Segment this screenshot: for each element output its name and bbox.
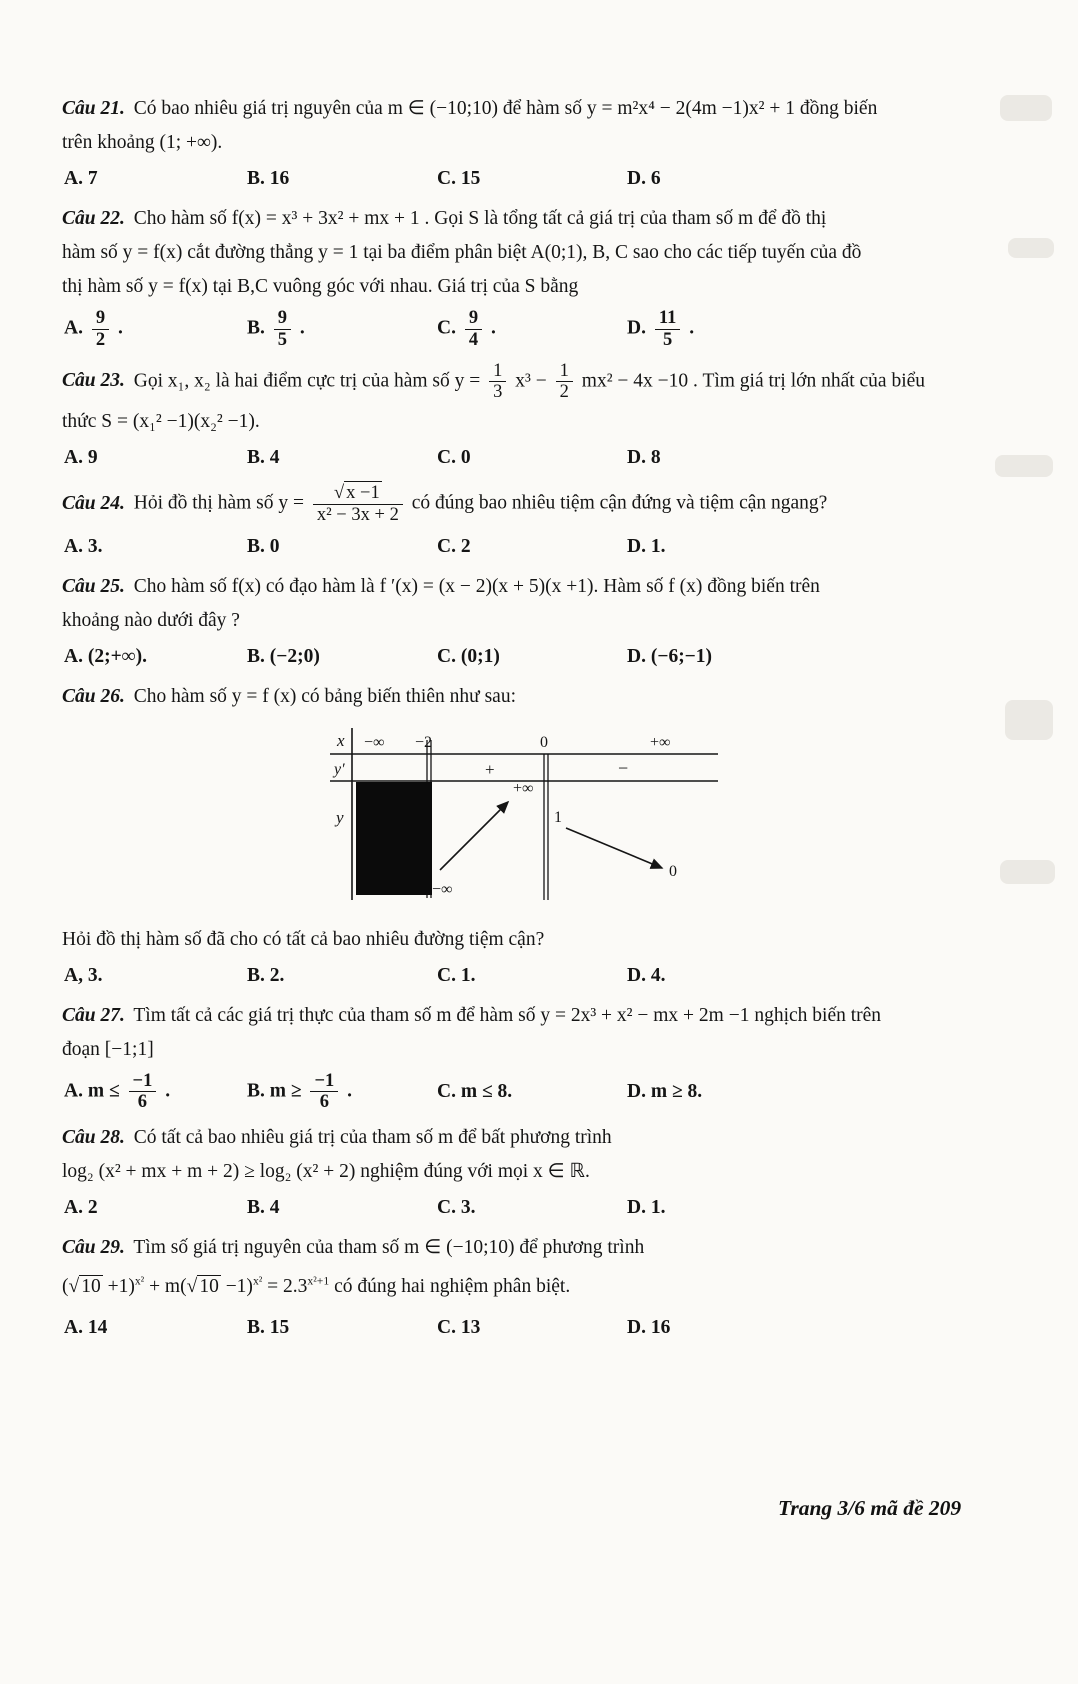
option-a: A. 9	[64, 447, 98, 468]
option-c: C. 13	[437, 1317, 481, 1338]
option-letter: C.	[437, 317, 456, 339]
question-text: mx² − 4x −10 . Tìm giá trị lớn nhất của biểu	[581, 370, 926, 392]
option-a: A. (2;+∞).	[64, 645, 147, 667]
question-21-line1	[62, 92, 1008, 126]
question-22-line1	[62, 202, 1008, 236]
question-label: Câu 21.	[62, 98, 125, 119]
option-c: C. m ≤ 8.	[437, 1080, 513, 1102]
option-b: B. 16	[247, 168, 290, 189]
y-neg-infinity: −∞	[432, 880, 453, 898]
page-footer: Trang 3/6 mã đề 209	[778, 1496, 962, 1520]
scan-artifact	[1000, 860, 1055, 884]
option-a: A. 3.	[64, 535, 103, 557]
scan-artifact	[1000, 95, 1052, 121]
question-text: Tìm tất cả các giá trị thực của tham số m để hàm số y = 2x³ + x² − mx + 2m −1 nghịch biến trên	[133, 1004, 882, 1026]
radicand: x −1	[346, 482, 380, 503]
option-b: B. 15	[247, 1317, 290, 1338]
question-text: Tìm số giá trị nguyên của tham số m ∈ (−10;10) để phương trình	[133, 1237, 645, 1258]
question-29	[62, 1231, 1008, 1345]
option-c: C. 1.	[437, 964, 476, 986]
question-23-line1	[62, 359, 1008, 406]
options-row	[64, 959, 1008, 993]
option-d: D. 8	[627, 447, 661, 468]
fraction: $\frac{-1}{6}$	[129, 1071, 157, 1114]
question-25	[62, 570, 1008, 674]
sign-plus: +	[485, 759, 495, 779]
options-row	[64, 1069, 1008, 1116]
option-suffix: .	[299, 317, 305, 339]
question-27-line1	[62, 999, 1008, 1033]
option-a: A. 2	[64, 1197, 98, 1218]
option-b: B. 2.	[247, 964, 285, 986]
option-a: A, 3.	[64, 964, 103, 986]
table-y-label: y	[336, 807, 344, 827]
option-a	[64, 1069, 247, 1116]
formula-text: = 2.3	[262, 1276, 308, 1297]
x-zero: 0	[540, 733, 548, 751]
option-c: C. 0	[437, 447, 471, 468]
option-suffix: .	[347, 1080, 353, 1102]
option-letter: D.	[627, 317, 646, 339]
scan-artifact	[995, 455, 1053, 477]
option-d: D. (−6;−1)	[627, 645, 713, 667]
option-c: C. (0;1)	[437, 645, 500, 667]
variation-table	[330, 728, 1008, 913]
question-label: Câu 27.	[62, 1004, 125, 1026]
question-label: Câu 26.	[62, 685, 125, 707]
option-b: B. 4	[247, 447, 280, 468]
option-b: B. (−2;0)	[247, 645, 320, 667]
option-a	[64, 306, 247, 353]
y-pos-infinity: +∞	[513, 779, 534, 797]
fraction-denominator: x² − 3x + 2	[316, 503, 399, 525]
fraction: $\frac{1}{2}$	[556, 361, 573, 404]
question-23-line2: thức S = (x₁² −1)(x₂² −1).	[62, 411, 260, 432]
option-b	[247, 306, 437, 353]
question-22-line2: hàm số y = f(x) cắt đường thẳng y = 1 tại ba điểm phân biệt A(0;1), B, C sao cho các tiếp tuyến của đồ	[62, 242, 862, 263]
exponent: x²	[134, 1274, 145, 1288]
option-letter: A.	[64, 317, 83, 339]
option-b: B. 4	[247, 1197, 280, 1218]
exponent: x²+1	[307, 1274, 330, 1288]
fraction: $\frac{1}{3}$	[489, 361, 506, 404]
question-27	[62, 999, 1008, 1116]
question-label: Câu 22.	[62, 208, 125, 229]
radicand: 10	[81, 1276, 101, 1297]
option-b	[247, 1069, 437, 1116]
radical-sign: √	[333, 482, 345, 503]
question-label: Câu 25.	[62, 575, 125, 597]
increasing-arrow	[440, 802, 508, 870]
question-22-line3: thị hàm số y = f(x) tại B,C vuông góc với nhau. Giá trị của S bằng	[62, 276, 579, 297]
option-c: C. 15	[437, 168, 481, 189]
question-text: Cho hàm số f(x) = x³ + 3x² + mx + 1 . Gọi S là tổng tất cả giá trị của tham số m để đồ thị	[133, 208, 827, 229]
option-letter: B.	[247, 317, 265, 339]
ink-blot-artifact	[356, 782, 432, 895]
question-29-line1	[62, 1231, 1008, 1265]
options-row	[64, 1311, 1008, 1345]
sign-minus: −	[618, 757, 629, 778]
option-letter: B. m ≥	[247, 1080, 302, 1102]
question-26-line1	[62, 680, 1008, 714]
question-28-line1	[62, 1121, 1008, 1155]
option-b: B. 0	[247, 535, 280, 557]
question-text: Có bao nhiêu giá trị nguyên của m ∈ (−10;10) để hàm số y = m²x⁴ − 2(4m −1)x² + 1 đồng biến	[133, 98, 878, 119]
option-suffix: .	[165, 1080, 171, 1102]
fraction	[313, 483, 403, 526]
x-pos-infinity: +∞	[650, 733, 671, 751]
option-c	[437, 306, 627, 353]
question-label: Câu 29.	[62, 1237, 125, 1258]
option-d: D. 4.	[627, 964, 666, 986]
table-yprime-label: y′	[334, 760, 345, 778]
option-d: D. 6	[627, 168, 661, 189]
question-27-line2: đoạn [−1;1]	[62, 1038, 154, 1060]
table-x-label: x	[337, 730, 345, 750]
formula-text: (√	[62, 1276, 80, 1297]
y-zero: 0	[669, 862, 677, 880]
options-row	[64, 640, 1008, 674]
option-a: A. 7	[64, 168, 98, 189]
option-a: A. 14	[64, 1317, 108, 1338]
x-neg-infinity: −∞	[364, 733, 385, 751]
question-label: Câu 24.	[62, 492, 125, 514]
options-row	[64, 306, 1008, 353]
question-text: Cho hàm số y = f (x) có bảng biến thiên như sau:	[133, 685, 516, 707]
option-d: D. 1.	[627, 1197, 666, 1218]
question-24	[62, 481, 1008, 564]
question-24-line1	[62, 481, 1008, 528]
decreasing-arrow	[566, 828, 662, 868]
y-one: 1	[554, 808, 562, 826]
question-25-line1	[62, 570, 1008, 604]
variation-table-graphic	[330, 728, 720, 908]
option-suffix: .	[490, 317, 496, 339]
question-21	[62, 92, 1008, 196]
option-suffix: .	[117, 317, 123, 339]
formula-text: có đúng hai nghiệm phân biệt.	[329, 1276, 571, 1297]
option-d: D. m ≥ 8.	[627, 1080, 703, 1102]
option-d	[627, 306, 1008, 353]
question-26-line2: Hỏi đồ thị hàm số đã cho có tất cả bao nhiêu đường tiệm cận?	[62, 928, 545, 950]
options-row	[64, 441, 1008, 475]
question-text: có đúng bao nhiêu tiệm cận đứng và tiệm cận ngang?	[411, 492, 828, 514]
question-26	[62, 680, 1008, 993]
question-text: Cho hàm số f(x) có đạo hàm là f ′(x) = (x − 2)(x + 5)(x +1). Hàm số f (x) đồng biến trên	[133, 575, 820, 597]
x-minus-2: −2	[415, 733, 433, 751]
options-row	[64, 1191, 1008, 1225]
options-row	[64, 530, 1008, 564]
fraction: $\frac{11}{5}$	[655, 308, 681, 351]
question-29-formula	[62, 1265, 1008, 1309]
option-c: C. 2	[437, 535, 471, 557]
question-23	[62, 359, 1008, 476]
fraction: $\frac{9}{5}$	[274, 308, 291, 351]
scan-artifact	[1008, 238, 1054, 258]
question-28-line2: log₂ (x² + mx + m + 2) ≥ log₂ (x² + 2) nghiệm đúng với mọi x ∈ ℝ.	[62, 1161, 590, 1182]
options-row	[64, 162, 1008, 196]
question-text: x³ −	[515, 370, 547, 392]
fraction-numerator	[313, 483, 403, 505]
scan-artifact	[1005, 700, 1053, 740]
fraction: $\frac{9}{4}$	[465, 308, 482, 351]
question-text: Có tất cả bao nhiêu giá trị của tham số m để bất phương trình	[133, 1127, 612, 1148]
formula-text: + m(√	[144, 1276, 198, 1297]
formula-text: −1)	[220, 1276, 253, 1297]
question-22	[62, 202, 1008, 353]
option-suffix: .	[689, 317, 695, 339]
option-c: C. 3.	[437, 1197, 476, 1218]
question-25-line2: khoảng nào dưới đây ?	[62, 609, 240, 631]
formula-text: +1)	[102, 1276, 135, 1297]
question-21-line2: trên khoảng (1; +∞).	[62, 132, 223, 153]
radicand: 10	[199, 1276, 219, 1297]
question-label: Câu 23.	[62, 370, 125, 392]
fraction: $\frac{9}{2}$	[92, 308, 109, 351]
fraction: $\frac{-1}{6}$	[310, 1071, 338, 1114]
question-text: Gọi x₁, x₂ là hai điểm cực trị của hàm số y =	[133, 370, 481, 392]
question-label: Câu 28.	[62, 1127, 125, 1148]
exponent: x²	[252, 1274, 263, 1288]
option-d: D. 1.	[627, 535, 666, 557]
question-text: Hỏi đồ thị hàm số y =	[133, 492, 304, 514]
question-28	[62, 1121, 1008, 1225]
option-d: D. 16	[627, 1317, 671, 1338]
option-letter: A. m ≤	[64, 1080, 120, 1102]
